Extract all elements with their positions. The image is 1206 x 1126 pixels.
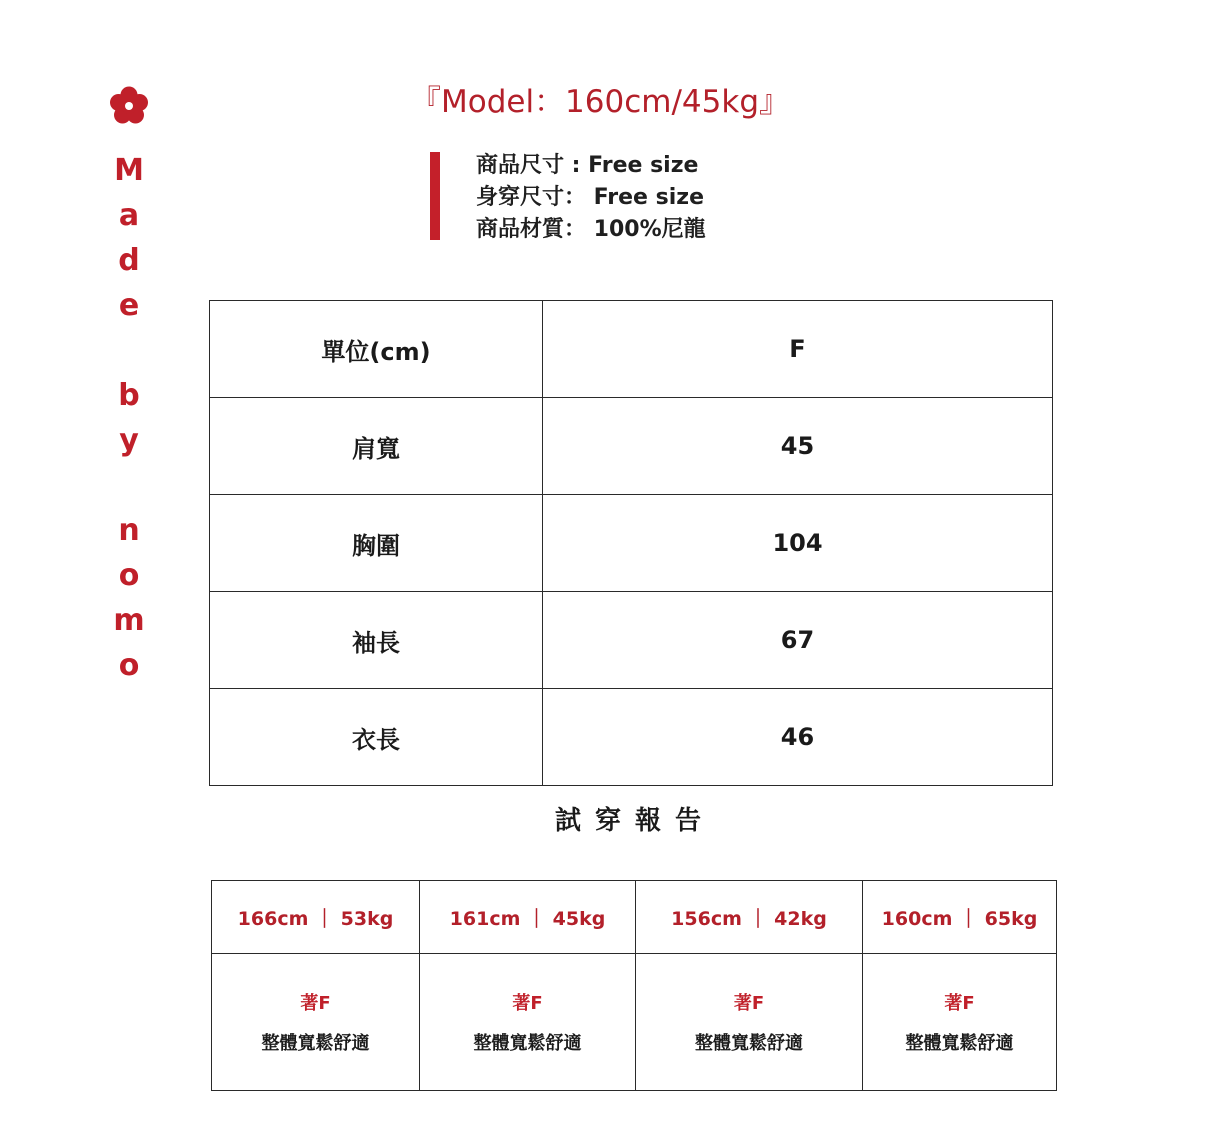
fit-header-row [212,881,1057,954]
size-table [209,300,1053,786]
fit-note: 整體寬鬆舒適 [473,1033,582,1054]
fitter-body: 156cm ｜ 42kg [636,881,863,954]
brand-letter: o [118,648,140,683]
measure-value: 104 [543,495,1053,592]
brand-space [100,463,158,508]
table-row [210,398,1053,495]
fitter-body: 160cm ｜ 65kg [863,881,1057,954]
brand-space [100,328,158,373]
brand-letter: d [118,243,140,278]
size-header: F [543,301,1053,398]
spec-accent-bar [430,152,440,240]
measure-label: 袖長 [210,592,543,689]
measure-label: 肩寬 [210,398,543,495]
fit-cell [212,954,420,1091]
measure-label: 胸圍 [210,495,543,592]
brand-letter: n [118,513,140,548]
brand-letter: b [118,378,140,413]
fit-size: 著F [733,993,765,1014]
brand-letter: y [119,423,139,458]
unit-header: 單位(cm) [210,301,543,398]
fit-size: 著F [300,993,331,1014]
measure-value: 46 [543,689,1053,786]
fit-cell [420,954,636,1091]
table-row [210,592,1053,689]
brand-vertical [100,86,158,688]
spec-product-size: 商品尺寸 : Free size [476,153,699,178]
spec-wear-size: 身穿尺寸： Free size [476,185,704,210]
fitter-body: 161cm ｜ 45kg [420,881,636,954]
fit-cell [636,954,863,1091]
fit-note: 整體寬鬆舒適 [905,1033,1014,1054]
table-row [210,495,1053,592]
fit-report-table [211,880,1057,1091]
model-measurements: 『Model：160cm/45kg』 [409,84,790,120]
table-row [210,689,1053,786]
fit-note: 整體寬鬆舒適 [261,1033,370,1054]
fit-body-row [212,954,1057,1091]
brand-letter: a [118,198,140,233]
measure-label: 衣長 [210,689,543,786]
table-header-row [210,301,1053,398]
flower-icon [109,86,149,126]
spec-material: 商品材質： 100%尼龍 [476,217,706,242]
fit-report-title: 試穿報告 [554,806,715,836]
brand-letter: m [113,603,145,638]
measure-value: 45 [543,398,1053,495]
brand-letter: e [118,288,140,323]
fitter-body: 166cm ｜ 53kg [212,881,420,954]
fit-size: 著F [944,993,975,1014]
fit-cell [863,954,1057,1091]
brand-letter: M [114,153,144,188]
fit-size: 著F [512,993,543,1014]
fit-note: 整體寬鬆舒適 [695,1033,803,1054]
brand-letter: o [118,558,140,593]
measure-value: 67 [543,592,1053,689]
spec-block [476,150,706,246]
